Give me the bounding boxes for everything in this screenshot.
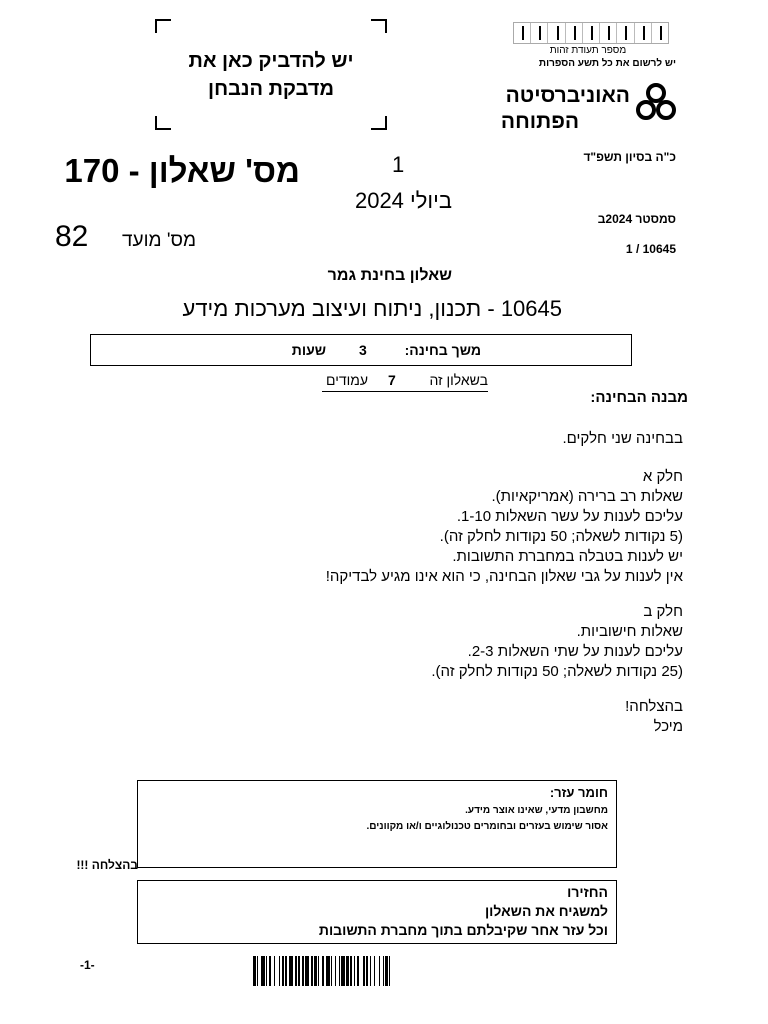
part-b-line: שאלות חישוביות.: [576, 623, 683, 640]
return-line3: וכל עזר אחר שקיבלתם בתוך מחברת התשובות: [318, 922, 608, 938]
part-a-heading: חלק א: [642, 468, 683, 485]
exam-type: שאלון בחינת גמר: [327, 267, 452, 284]
part-b-line: עליכם לענות על שתי השאלות 2-3.: [467, 643, 683, 660]
part-a-line: יש לענות בטבלה במחברת התשובות.: [452, 548, 683, 565]
part-a-line: עליכם לענות על עשר השאלות 1-10.: [456, 508, 683, 525]
return-materials-box: [137, 880, 617, 944]
aux-material-line2: אסור שימוש בעזרים ובחומרים טכנולוגיים ו/או מקוונים.: [366, 821, 608, 832]
part-a-line: שאלות רב ברירה (אמריקאיות).: [491, 488, 683, 505]
pages-count-line: [322, 371, 488, 392]
barcode-bar: [390, 956, 393, 986]
exam-month-year: ביולי 2024: [354, 188, 452, 213]
exam-duration-box: [90, 334, 632, 366]
id-number-instruction: יש לרשום את כל תשע הספרות: [538, 58, 676, 69]
session-label: מס' מועד: [122, 230, 196, 251]
semester-value: 2024ב: [597, 212, 633, 226]
sticker-corner-bottom-left: [155, 116, 171, 130]
structure-intro: בבחינה שני חלקים.: [562, 430, 683, 447]
part-a-line: (5 נקודות לשאלה; 50 נקודות לחלק זה).: [439, 528, 683, 545]
part-a-section: [200, 467, 683, 587]
university-name-line1: האוניברסיטה: [505, 84, 630, 107]
sticker-instruction-line2: מדבקת הנבחן: [208, 78, 334, 100]
sticker-instruction-line1: יש להדביק כאן את: [188, 50, 354, 72]
semester: [560, 212, 676, 226]
pages-value: 7: [388, 372, 396, 388]
sticker-corner-top-left: [155, 19, 171, 33]
id-number-boxes[interactable]: [513, 22, 669, 44]
part-b-line: (25 נקודות לשאלה; 50 נקודות לחלק זה).: [431, 663, 683, 680]
course-code-line: 10645 / 1: [625, 242, 676, 256]
closing-section: [400, 697, 683, 737]
duration-value: 3: [359, 342, 367, 358]
signature: מיכל: [653, 718, 683, 735]
aux-material-box: [137, 780, 617, 868]
pages-unit: עמודים: [326, 372, 369, 388]
barcode: [253, 956, 499, 986]
structure-title: מבנה הבחינה:: [590, 389, 688, 406]
part-a-line: אין לענות על גבי שאלון הבחינה, כי הוא אינו מגיע לבדיקה!: [325, 568, 683, 585]
page-number: -1-: [80, 958, 95, 972]
pages-prefix: בשאלון זה: [429, 372, 488, 388]
return-line2: למשגיח את השאלון: [484, 903, 608, 919]
aux-material-title: חומר עזר:: [549, 785, 608, 800]
questionnaire-number: מס' שאלון - 170: [64, 152, 300, 189]
course-title: 10645 - תכנון, ניתוח ועיצוב מערכות מידע: [182, 296, 562, 321]
closing-text: בהצלחה!: [625, 698, 683, 715]
aux-material-line1: מחשבון מדעי, שאינו אוצר מידע.: [465, 805, 608, 816]
semester-label: סמסטר: [635, 212, 676, 226]
university-name: [470, 83, 630, 135]
good-luck-note: בהצלחה !!!: [76, 858, 138, 872]
return-line1: החזירו: [567, 884, 608, 900]
duration-label: משך בחינה:: [404, 342, 481, 358]
duration-unit: שעות: [291, 342, 326, 358]
part-b-heading: חלק ב: [643, 603, 683, 620]
id-number-label: מספר תעודת זהות: [549, 45, 627, 56]
university-name-line2: הפתוחה: [500, 110, 580, 133]
open-university-logo-icon: [636, 83, 676, 121]
session-number: 82: [55, 220, 89, 253]
sticker-corner-top-right: [371, 19, 387, 33]
part-b-section: [200, 602, 683, 682]
hebrew-date: כ"ה בסיון תשפ"ד: [583, 150, 676, 164]
sticker-corner-bottom-right: [371, 116, 387, 130]
version-number: 1: [392, 152, 405, 177]
